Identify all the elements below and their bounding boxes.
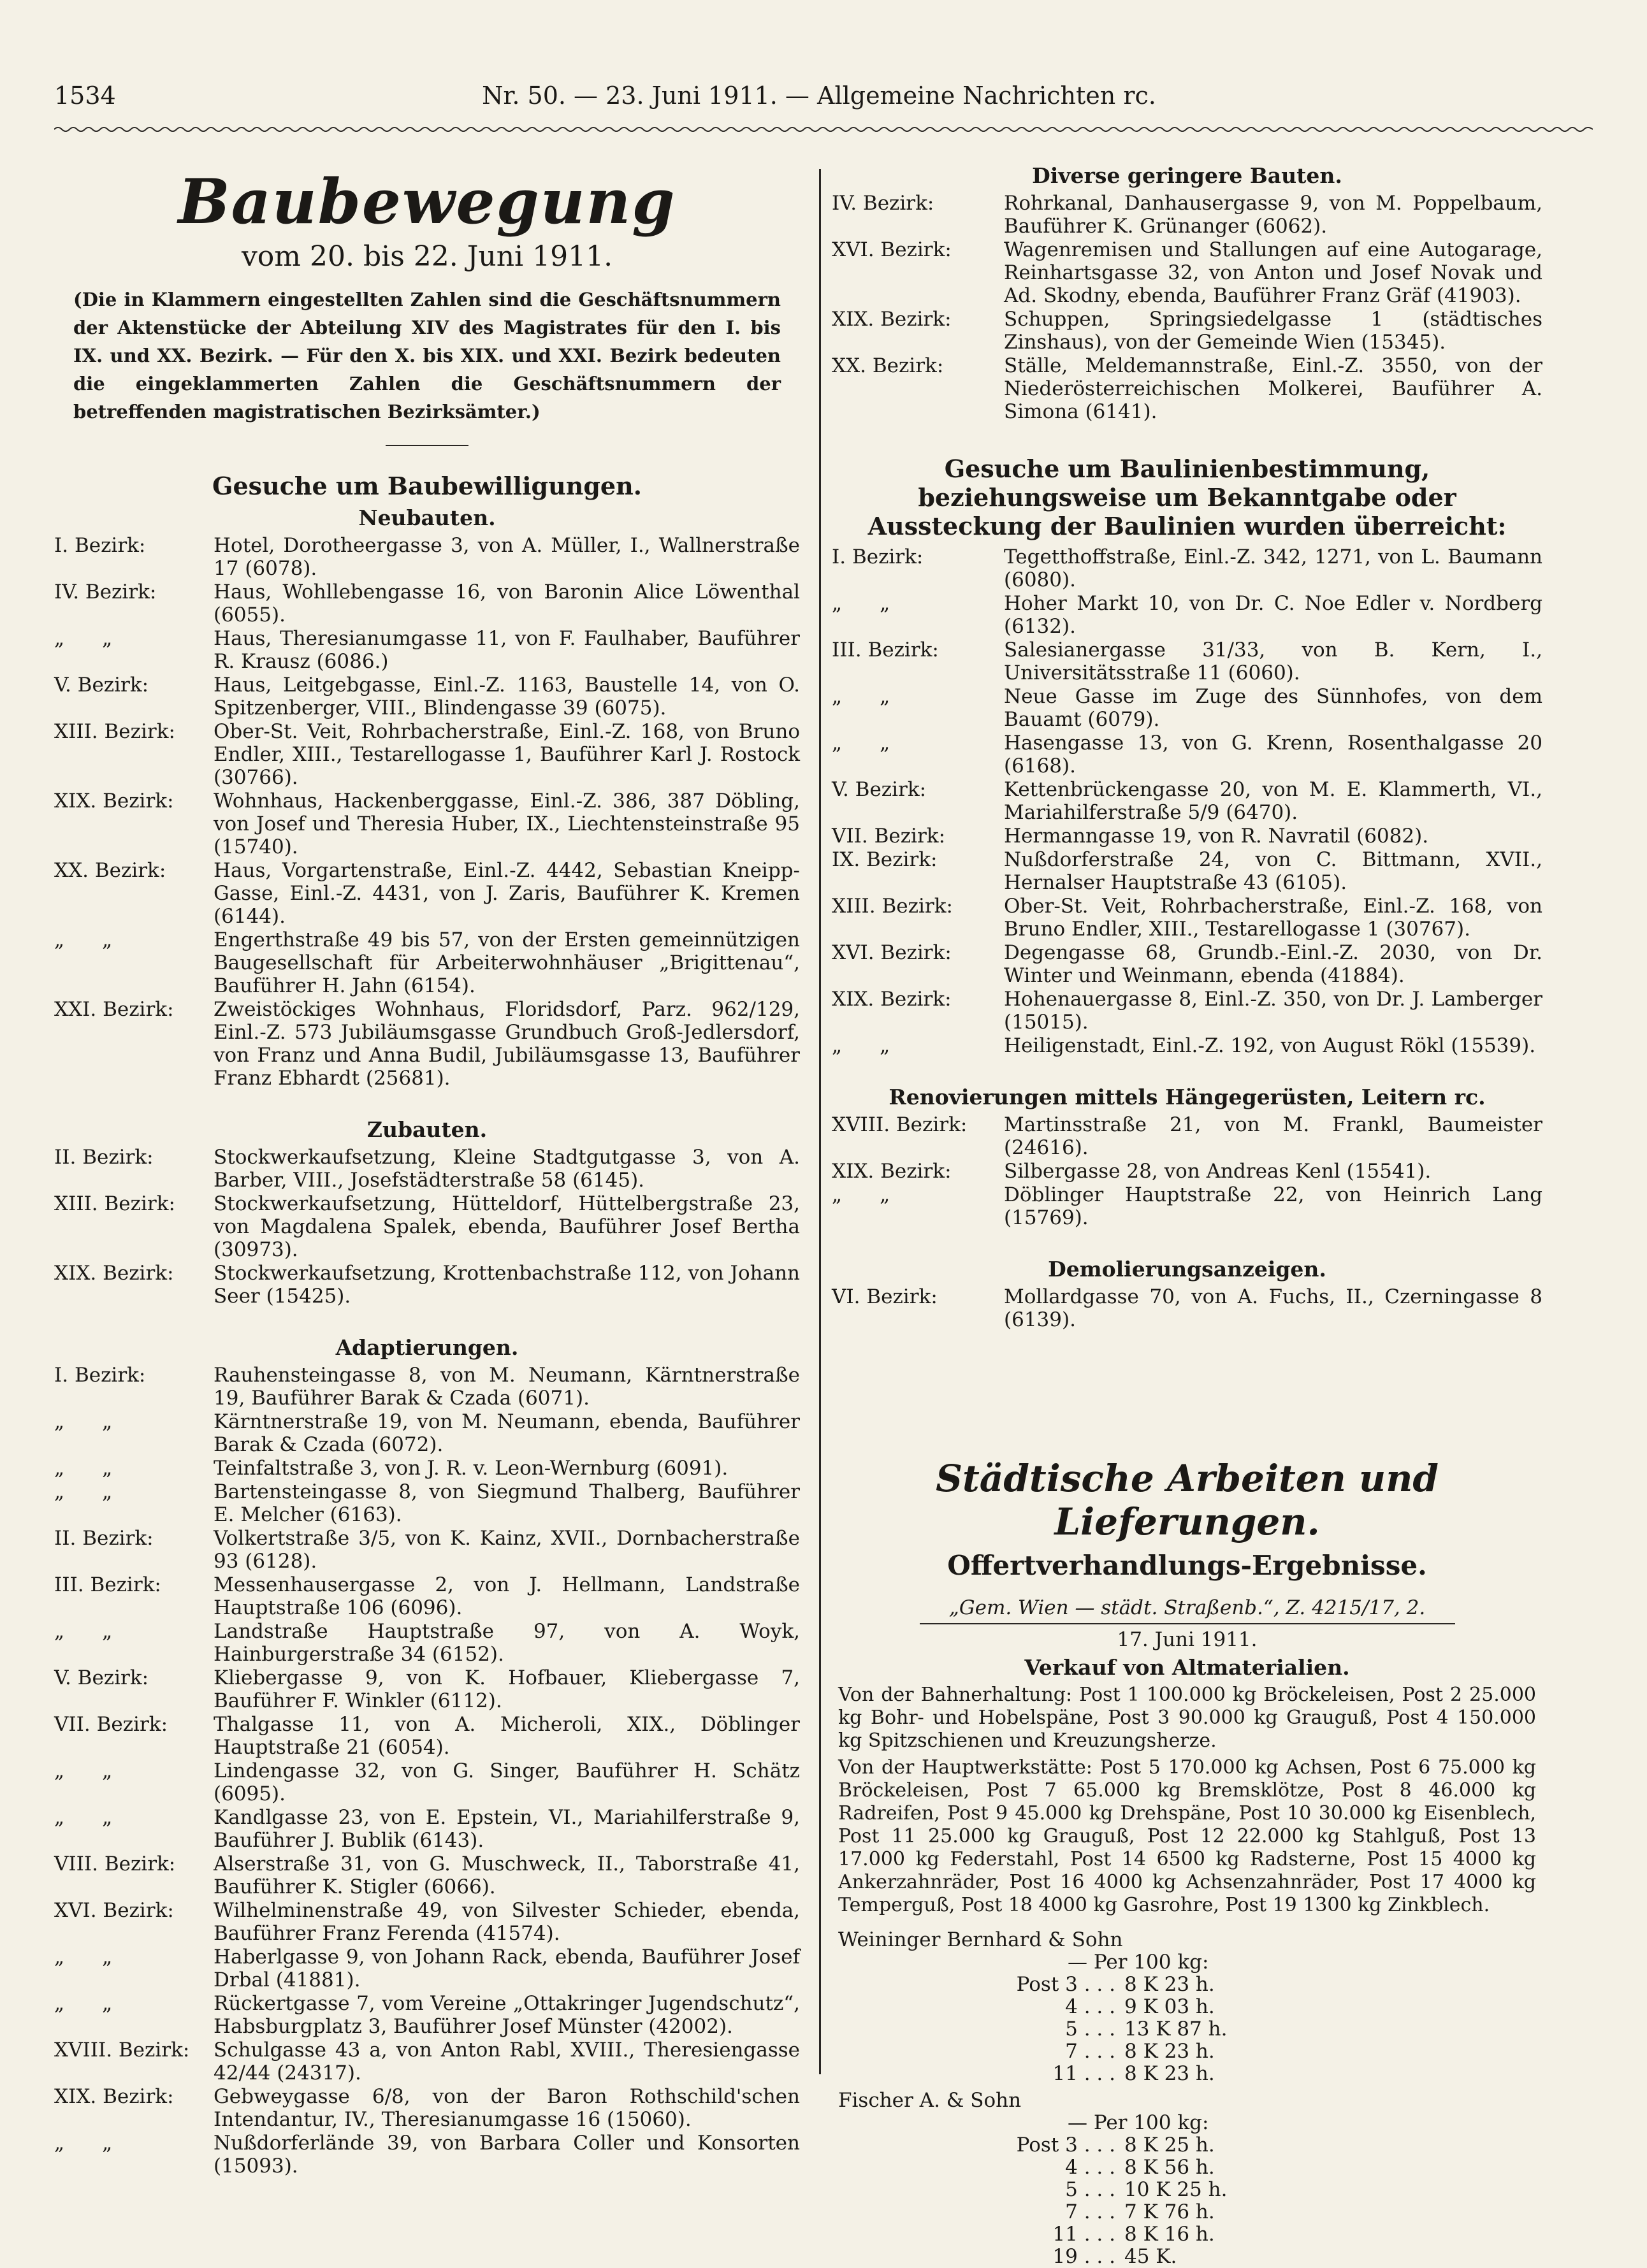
district-label: XIX. Bezirk:	[832, 1160, 952, 1183]
price-row	[832, 2223, 1542, 2246]
district-label: IV. Bezirk:	[54, 581, 157, 603]
bidder-name: Weininger Bernhard & Sohn	[838, 1928, 1123, 1951]
post-price: 8 K 25 h.	[1124, 2134, 1215, 2156]
price-row	[832, 2179, 1542, 2201]
entry-text: Schuppen, Springsiedelgasse 1 (städtisches Zinshaus), von der Gemeinde Wien (15345).	[1004, 308, 1542, 354]
district-label: I. Bezirk:	[54, 534, 146, 557]
district-label: „ „	[54, 1457, 113, 1480]
neubauten-list	[54, 534, 800, 1090]
entry-text: Haus, Vorgartenstraße, Einl.-Z. 4442, Sebastian Kneipp-Gasse, Einl.-Z. 4431, von J. Zaris, Bauführer K. Kremen (6144).	[214, 859, 800, 928]
entry-text: Wilhelminenstraße 49, von Silvester Schieder, ebenda, Bauführer Franz Ferenda (41574).	[214, 1899, 800, 1945]
diverse-list	[832, 192, 1542, 423]
list-item	[54, 1480, 800, 1526]
entry-text: Teinfaltstraße 3, von J. R. v. Leon-Wernburg (6091).	[214, 1457, 729, 1480]
list-item	[832, 1113, 1542, 1159]
post-number: 4 . . .	[1065, 1995, 1115, 2018]
section-subtitle-offert: Offertverhandlungs-Ergebnisse.	[947, 1550, 1427, 1581]
entry-text: Hasengasse 13, von G. Krenn, Rosenthalgasse 20 (6168).	[1004, 732, 1542, 777]
district-label: XX. Bezirk:	[54, 859, 166, 882]
list-item	[54, 534, 800, 580]
district-label: VII. Bezirk:	[54, 1713, 168, 1736]
entry-text: Stockwerkaufsetzung, Hütteldorf, Hüttelbergstraße 23, von Magdalena Spalek, ebenda, Bauführer Josef Bertha (30973).	[214, 1192, 800, 1261]
list-item	[54, 1666, 800, 1712]
list-item	[54, 1527, 800, 1573]
post-price: 8 K 56 h.	[1124, 2156, 1215, 2179]
list-item	[832, 1160, 1542, 1183]
entry-text: Ställe, Meldemannstraße, Einl.-Z. 3550, von der Niederösterreichischen Molkerei, Bauführer A. Simona (6141).	[1004, 354, 1542, 423]
subsection-renovierungen: Renovierungen mittels Hängegerüsten, Leitern rc.	[889, 1085, 1486, 1109]
post-price: 7 K 76 h.	[1124, 2200, 1215, 2223]
zubauten-list	[54, 1146, 800, 1308]
column-divider	[819, 169, 821, 2074]
post-price: 8 K 23 h.	[1124, 2040, 1215, 2063]
district-label: XIII. Bezirk:	[54, 720, 175, 743]
list-item	[832, 238, 1542, 307]
list-item	[832, 988, 1542, 1034]
price-row	[832, 2040, 1542, 2063]
post-number: 19 . . .	[1052, 2245, 1115, 2268]
header-rule	[54, 124, 1593, 134]
list-item	[54, 928, 800, 997]
list-item	[54, 1946, 800, 1991]
entry-text: Kärntnerstraße 19, von M. Neumann, ebenda, Bauführer Barak & Czada (6072).	[214, 1410, 800, 1456]
entry-text: Gebweygasse 6/8, von der Baron Rothschild'schen Intendantur, IV., Theresianumgasse 16 (15060).	[214, 2085, 800, 2131]
left-column	[54, 159, 800, 2178]
list-item	[54, 790, 800, 858]
entry-text: Hotel, Dorotheergasse 3, von A. Müller, I., Wallnerstraße 17 (6078).	[214, 534, 800, 580]
bidder-name: Fischer A. & Sohn	[838, 2089, 1022, 2112]
district-label: XIX. Bezirk:	[54, 2085, 174, 2108]
post-number: 5 . . .	[1065, 2018, 1115, 2040]
entry-text: Haus, Leitgebgasse, Einl.-Z. 1163, Baustelle 14, von O. Spitzenberger, VIII., Blindengasse 39 (6075).	[214, 674, 800, 719]
district-label: „ „	[832, 685, 890, 708]
district-label: „ „	[832, 732, 890, 755]
entry-text: Zweistöckiges Wohnhaus, Floridsdorf, Parz. 962/129, Einl.-Z. 573 Jubiläumsgasse Grundbuch Groß-Jedlersdorf, von Franz und Anna Budil, Jubiläumsgasse 13, Bauführer Franz Ebhardt (25681).	[214, 998, 800, 1090]
list-item	[54, 1146, 800, 1192]
district-label: „ „	[54, 928, 113, 951]
offer-heading: Verkauf von Altmaterialien.	[1024, 1655, 1350, 1680]
list-item	[54, 581, 800, 626]
section-title-baubewilligungen: Gesuche um Baubewilligungen.	[212, 472, 642, 500]
renovierungen-list	[832, 1113, 1542, 1229]
entry-text: Degengasse 68, Grundb.-Einl.-Z. 2030, von Dr. Winter und Weinmann, ebenda (41884).	[1004, 941, 1542, 987]
district-label: XVI. Bezirk:	[832, 941, 952, 964]
district-label: XIX. Bezirk:	[832, 308, 952, 331]
list-item	[832, 354, 1542, 423]
entry-text: Thalgasse 11, von A. Micheroli, XIX., Döblinger Hauptstraße 21 (6054).	[214, 1713, 800, 1759]
entry-text: Nußdorferlände 39, von Barbara Coller und Konsorten (15093).	[214, 2132, 800, 2178]
district-label: XIX. Bezirk:	[832, 988, 952, 1011]
district-label: VII. Bezirk:	[832, 825, 946, 848]
bidder-unit: — Per 100 kg:	[1068, 2111, 1209, 2134]
district-label: „ „	[54, 1620, 113, 1643]
list-item	[54, 720, 800, 789]
entry-text: Haus, Wohllebengasse 16, von Baronin Alice Löwenthal (6055).	[214, 581, 800, 626]
reference-rule	[920, 1623, 1455, 1624]
district-label: „ „	[54, 2132, 113, 2155]
district-label: I. Bezirk:	[54, 1364, 146, 1387]
section-title-staedtische: Städtische Arbeiten und Lieferungen.	[936, 1457, 1439, 1543]
entry-text: Döblinger Hauptstraße 22, von Heinrich Lang (15769).	[1004, 1183, 1542, 1229]
list-item	[832, 1183, 1542, 1229]
reference-line: „Gem. Wien — städt. Straßenb.“, Z. 4215/17, 2.	[948, 1596, 1426, 1619]
district-label: XIX. Bezirk:	[54, 790, 174, 813]
entry-text: Alserstraße 31, von G. Muschweck, II., Taborstraße 41, Bauführer K. Stigler (6066).	[214, 1853, 800, 1898]
price-row	[832, 2246, 1542, 2268]
district-label: „ „	[832, 592, 890, 615]
entry-text: Rauhensteingasse 8, von M. Neumann, Kärntnerstraße 19, Bauführer Barak & Czada (6071).	[214, 1364, 800, 1410]
entry-text: Rückertgasse 7, vom Vereine „Ottakringer Jugendschutz“, Habsburgplatz 3, Bauführer Josef Münster (42002).	[214, 1992, 800, 2038]
offer-date: 17. Juni 1911.	[1117, 1628, 1258, 1651]
list-item	[54, 1262, 800, 1308]
post-number: 7 . . .	[1065, 2200, 1115, 2223]
district-label: „ „	[54, 1759, 113, 1782]
list-item	[54, 1192, 800, 1261]
district-label: VIII. Bezirk:	[54, 1853, 176, 1875]
entry-text: Lindengasse 32, von G. Singer, Bauführer H. Schätz (6095).	[214, 1759, 800, 1805]
section-rule	[386, 445, 468, 446]
price-row	[832, 1996, 1542, 2018]
list-item	[832, 895, 1542, 941]
district-label: XVIII. Bezirk:	[832, 1113, 968, 1136]
post-price: 45 K.	[1124, 2245, 1177, 2268]
district-label: „ „	[54, 627, 113, 650]
district-label: „ „	[54, 1480, 113, 1503]
list-item	[54, 1573, 800, 1619]
entry-text: Ober-St. Veit, Rohrbacherstraße, Einl.-Z. 168, von Bruno Endler, XIII., Testarellogasse 1, Bauführer Karl J. Rostock (30766).	[214, 720, 800, 789]
entry-text: Neue Gasse im Zuge des Sünnhofes, von dem Bauamt (6079).	[1004, 685, 1542, 731]
district-label: II. Bezirk:	[54, 1146, 154, 1169]
district-label: „ „	[54, 1410, 113, 1433]
list-item	[54, 627, 800, 673]
post-number: 5 . . .	[1065, 2178, 1115, 2201]
post-price: 10 K 25 h.	[1124, 2178, 1228, 2201]
price-row	[832, 1974, 1542, 1996]
district-label: IV. Bezirk:	[832, 192, 934, 215]
district-label: V. Bezirk:	[832, 778, 927, 801]
list-item	[832, 592, 1542, 638]
entry-text: Mollardgasse 70, von A. Fuchs, II., Czerningasse 8 (6139).	[1004, 1285, 1542, 1331]
post-price: 8 K 23 h.	[1124, 2062, 1215, 2085]
list-item	[832, 778, 1542, 824]
entry-text: Haus, Theresianumgasse 11, von F. Faulhaber, Bauführer R. Krausz (6086.)	[214, 627, 800, 673]
list-item	[54, 1759, 800, 1805]
subsection-zubauten: Zubauten.	[366, 1117, 488, 1142]
district-label: „ „	[832, 1034, 890, 1057]
entry-text: Volkertstraße 3/5, von K. Kainz, XVII., Dornbacherstraße 93 (6128).	[214, 1527, 800, 1573]
list-item	[54, 1853, 800, 1898]
adaptierungen-list	[54, 1364, 800, 2178]
subsection-diverse: Diverse geringere Bauten.	[1032, 163, 1342, 188]
district-label: „ „	[54, 1946, 113, 1968]
entry-text: Landstraße Hauptstraße 97, von A. Woyk, Hainburgerstraße 34 (6152).	[214, 1620, 800, 1666]
district-label: XIII. Bezirk:	[54, 1192, 175, 1215]
entry-text: Kandlgasse 23, von E. Epstein, VI., Mariahilferstraße 9, Bauführer J. Bublik (6143).	[214, 1806, 800, 1852]
district-label: I. Bezirk:	[832, 545, 924, 568]
list-item	[54, 674, 800, 719]
entry-text: Heiligenstadt, Einl.-Z. 192, von August Rökl (15539).	[1004, 1034, 1536, 1057]
page-subtitle: vom 20. bis 22. Juni 1911.	[241, 240, 613, 273]
entry-text: Kettenbrückengasse 20, von M. E. Klammerth, VI., Mariahilferstraße 5/9 (6470).	[1004, 778, 1542, 824]
post-price: 8 K 23 h.	[1124, 1973, 1215, 1996]
subsection-adaptierungen: Adaptierungen.	[335, 1335, 519, 1360]
list-item	[54, 1713, 800, 1759]
list-item	[832, 1285, 1542, 1331]
list-item	[832, 941, 1542, 987]
entry-text: Salesianergasse 31/33, von B. Kern, I., Universitätsstraße 11 (6060).	[1004, 639, 1542, 684]
list-item	[54, 1806, 800, 1852]
list-item	[54, 1992, 800, 2038]
district-label: II. Bezirk:	[54, 1527, 154, 1550]
district-label: III. Bezirk:	[832, 639, 939, 661]
entry-text: Stockwerkaufsetzung, Krottenbachstraße 112, von Johann Seer (15425).	[214, 1262, 800, 1308]
entry-text: Hoher Markt 10, von Dr. C. Noe Edler v. Nordberg (6132).	[1004, 592, 1542, 638]
district-label: III. Bezirk:	[54, 1573, 161, 1596]
post-price: 13 K 87 h.	[1124, 2018, 1228, 2040]
post-number: Post 3 . . .	[1016, 1973, 1115, 1996]
district-label: IX. Bezirk:	[832, 848, 938, 871]
district-label: XVI. Bezirk:	[832, 238, 952, 261]
subsection-neubauten: Neubauten.	[358, 505, 496, 530]
entry-text: Ober-St. Veit, Rohrbacherstraße, Einl.-Z. 168, von Bruno Endler, XIII., Testarellogasse 1 (30767).	[1004, 895, 1542, 941]
offer-paragraph-bahnerhaltung: Von der Bahnerhaltung: Post 1 100.000 kg Bröckeleisen, Post 2 25.000 kg Bohr- und Hobelspäne, Post 3 90.000 kg Grauguß, Post 4 150.000 kg Spitzschienen und Kreuzungsherze.	[838, 1684, 1536, 1752]
post-number: 11 . . .	[1052, 2062, 1115, 2085]
section-title-baulinien: Gesuche um Baulinienbestimmung, beziehungsweise um Bekanntgabe oder Aussteckung der Baulinien wurden überreicht:	[867, 454, 1507, 540]
entry-text: Haberlgasse 9, von Johann Rack, ebenda, Bauführer Josef Drbal (41881).	[214, 1946, 800, 1991]
post-price: 9 K 03 h.	[1124, 1995, 1215, 2018]
district-label: XVI. Bezirk:	[54, 1899, 174, 1922]
entry-text: Stockwerkaufsetzung, Kleine Stadtgutgasse 3, von A. Barber, VIII., Josefstädterstraße 58 (6145).	[214, 1146, 800, 1192]
district-label: XIX. Bezirk:	[54, 1262, 174, 1285]
list-item	[54, 1410, 800, 1456]
post-price: 8 K 16 h.	[1124, 2223, 1215, 2246]
price-row	[832, 2063, 1542, 2085]
entry-text: Kliebergasse 9, von K. Hofbauer, Kliebergasse 7, Bauführer F. Winkler (6112).	[214, 1666, 800, 1712]
list-item	[54, 1457, 800, 1480]
list-item	[832, 732, 1542, 777]
list-item	[54, 859, 800, 928]
district-label: XX. Bezirk:	[832, 354, 944, 377]
running-title: Nr. 50. — 23. Juni 1911. — Allgemeine Nachrichten rc.	[482, 82, 1156, 110]
district-label: „ „	[832, 1183, 890, 1206]
price-row	[832, 2201, 1542, 2223]
list-item	[832, 825, 1542, 848]
entry-text: Wagenremisen und Stallungen auf eine Autogarage, Reinhartsgasse 32, von Anton und Josef Novak und Ad. Skodny, ebenda, Bauführer Franz Gräf (41903).	[1004, 238, 1542, 307]
list-item	[54, 1620, 800, 1666]
right-column	[832, 159, 1542, 2268]
entry-text: Tegetthoffstraße, Einl.-Z. 342, 1271, von L. Baumann (6080).	[1004, 545, 1542, 591]
district-label: VI. Bezirk:	[832, 1285, 938, 1308]
entry-text: Rohrkanal, Danhausergasse 9, von M. Poppelbaum, Bauführer K. Grünanger (6062).	[1004, 192, 1542, 238]
district-label: XXI. Bezirk:	[54, 998, 174, 1021]
list-item	[54, 2132, 800, 2178]
entry-text: Martinsstraße 21, von M. Frankl, Baumeister (24616).	[1004, 1113, 1542, 1159]
list-item	[54, 1364, 800, 1410]
post-number: 11 . . .	[1052, 2223, 1115, 2246]
entry-text: Nußdorferstraße 24, von C. Bittmann, XVII., Hernalser Hauptstraße 43 (6105).	[1004, 848, 1542, 894]
list-item	[832, 545, 1542, 591]
list-item	[832, 639, 1542, 684]
price-row	[832, 2156, 1542, 2179]
post-number: Post 3 . . .	[1016, 2134, 1115, 2156]
entry-text: Bartensteingasse 8, von Siegmund Thalberg, Bauführer E. Melcher (6163).	[214, 1480, 800, 1526]
entry-text: Schulgasse 43 a, von Anton Rabl, XVIII., Theresiengasse 42/44 (24317).	[214, 2039, 800, 2084]
district-label: V. Bezirk:	[54, 1666, 149, 1689]
entry-text: Wohnhaus, Hackenberggasse, Einl.-Z. 386, 387 Döbling, von Josef und Theresia Huber, IX., Liechtensteinstraße 95 (15740).	[214, 790, 800, 858]
offer-paragraph-hauptwerkstaette: Von der Hauptwerkstätte: Post 5 170.000 kg Achsen, Post 6 75.000 kg Bröckeleisen, Post 7 65.000 kg Bremsklötze, Post 8 46.000 kg Radreifen, Post 9 45.000 kg Drehspäne, Post 10 30.000 kg Eisenblech, Post 11 25.000 kg Grauguß, Post 12 22.000 kg Stahlguß, Post 13 17.000 kg Federstahl, Post 14 6500 kg Radsterne, Post 15 4000 kg Ankerzahnräder, Post 16 4000 kg Achsenzahnräder, Post 17 4000 kg Temperguß, Post 18 4000 kg Gasrohre, Post 19 1300 kg Zinkblech.	[838, 1756, 1536, 1916]
district-label: V. Bezirk:	[54, 674, 149, 697]
list-item	[832, 848, 1542, 894]
baulinien-list	[832, 545, 1542, 1057]
subsection-demolierung: Demolierungsanzeigen.	[1048, 1257, 1326, 1282]
demolierung-list	[832, 1285, 1542, 1331]
district-label: XIII. Bezirk:	[832, 895, 953, 918]
entry-text: Messenhausergasse 2, von J. Hellmann, Landstraße Hauptstraße 106 (6096).	[214, 1573, 800, 1619]
district-label: „ „	[54, 1992, 113, 2015]
district-label: „ „	[54, 1806, 113, 1829]
list-item	[832, 685, 1542, 731]
page-number: 1534	[54, 82, 116, 110]
editorial-note: (Die in Klammern eingestellten Zahlen sind die Geschäftsnummern der Aktenstücke der Abteilung XIV des Magistrates für den I. bis IX. und XX. Bezirk. — Für den X. bis XIX. und XXI. Bezirk bedeuten die eingeklammerten Zahlen die Geschäftsnummern der betreffenden magistratischen Bezirksämter.)	[73, 289, 781, 423]
price-row	[832, 2134, 1542, 2156]
bidders-list	[832, 1928, 1542, 2268]
entry-text: Hohenauergasse 8, Einl.-Z. 350, von Dr. J. Lamberger (15015).	[1004, 988, 1542, 1034]
post-number: 7 . . .	[1065, 2040, 1115, 2063]
list-item	[832, 1034, 1542, 1057]
list-item	[54, 2085, 800, 2131]
bidder-unit: — Per 100 kg:	[1068, 1951, 1209, 1974]
list-item	[54, 2039, 800, 2084]
list-item	[832, 192, 1542, 238]
list-item	[54, 998, 800, 1090]
entry-text: Hermanngasse 19, von R. Navratil (6082).	[1004, 825, 1429, 848]
post-number: 4 . . .	[1065, 2156, 1115, 2179]
list-item	[832, 308, 1542, 354]
entry-text: Silbergasse 28, von Andreas Kenl (15541).	[1004, 1160, 1432, 1183]
page-title: Baubewegung	[178, 166, 676, 238]
district-label: XVIII. Bezirk:	[54, 2039, 190, 2062]
entry-text: Engerthstraße 49 bis 57, von der Ersten gemeinnützigen Baugesellschaft für Arbeiterwohnhäuser „Brigittenau“, Bauführer H. Jahn (6154).	[214, 928, 800, 997]
price-row	[832, 2018, 1542, 2040]
list-item	[54, 1899, 800, 1945]
